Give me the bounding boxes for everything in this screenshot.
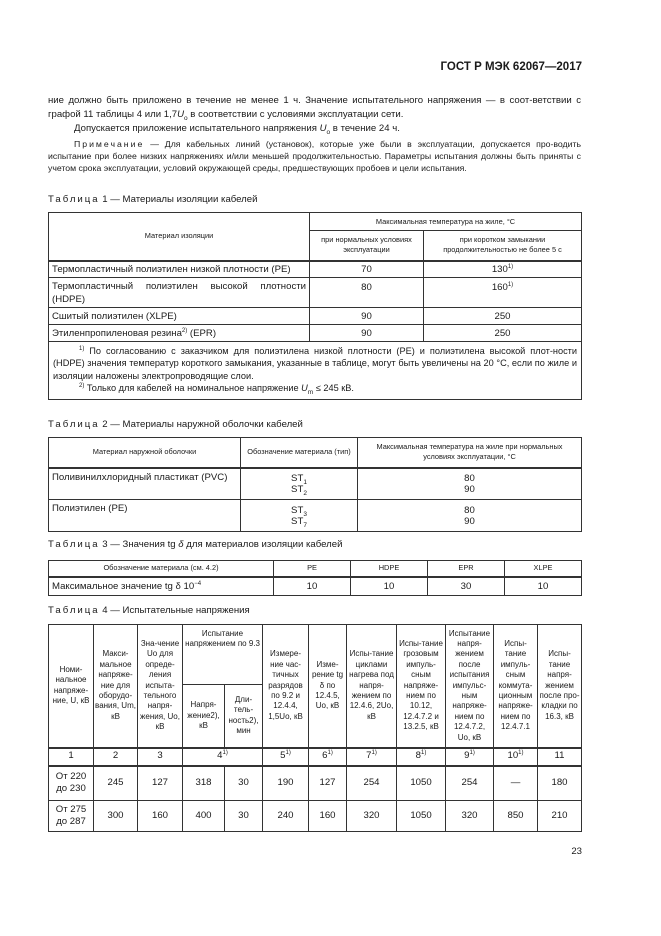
t4-header-4: Испытание напряжением по 9.3 (183, 625, 263, 685)
t4-header-7: Испы-тание циклами нагрева под напря-жением по 12.4.6, 2Uo, кВ (347, 625, 397, 748)
table-row: От 275 до 287 300 160 400 30 240 160 320 1050 320 850 210 (49, 801, 582, 832)
t1-header-maxtemp: Максимальная температура на жиле, °С (310, 213, 582, 231)
table-row: Этиленпропиленовая резина$^{2)}$ (EPR) 90 250 (49, 325, 582, 342)
t4-header-8: Испы-тание грозовым импуль-сным напряже-нием по 10.12, 12.4.7.2 и 13.2.5, кВ (397, 625, 446, 748)
table-row: От 220 до 230 245 127 318 30 190 127 254 1050 254 — 180 (49, 766, 582, 801)
t2-header-material: Материал наружной оболочки (49, 438, 241, 468)
table1-title: Таблица 1 — Материалы изоляции кабелей (48, 194, 258, 205)
table-row: Термопластичный полиэтилен низкой плотности (РЕ) 70 130$^{1)}$ (49, 261, 582, 278)
document-header: ГОСТ Р МЭК 62067—2017 (440, 61, 582, 73)
t4-header-4b: Дли-тель-ность2), мин (225, 685, 263, 748)
table2-title: Таблица 2 — Материалы наружной оболочки кабелей (48, 419, 303, 430)
table3: Обозначение материала (см. 4.2) РЕ HDPE EPR XLPE Максимальное значение tg δ $10^{-4}$ 10 10 30 10 (48, 560, 582, 596)
t3-header-code: Обозначение материала (см. 4.2) (49, 561, 274, 577)
t1-footnote-2: $^{2)}$ Только для кабелей на номинальное напряжение $U_m \le 245$ кВ. (79, 383, 354, 397)
table4 (48, 624, 582, 832)
page-number: 23 (571, 846, 582, 857)
table-row: Максимальное значение tg δ $10^{-4}$ 10 10 30 10 (49, 577, 582, 596)
t1-header-material: Материал изоляции (49, 213, 310, 261)
table-row: Термопластичный полиэтилен высокой плотности (HDPE) 80 160$^{1)}$ (49, 278, 582, 308)
t4-header-10: Испы-тание импуль-сным коммута-ционным напряже-нием по 12.4.7.1 (494, 625, 538, 748)
t4-header-1: Номи-нальное напряже-ние, U, кВ (49, 625, 94, 748)
t4-header-3: Зна-чение Uo для опреде-ления испыта-тельного напря-жения, Uo, кВ (138, 625, 183, 748)
column-number-row: 1 2 3 4$^{1)}$ 5$^{1)}$ 6$^{1)}$ 7$^{1)}$ 8$^{1)}$ 9$^{1)}$ 10$^{1)}$ 11 (49, 748, 582, 766)
t2-header-temp: Максимальная температура на жиле при нормальных условиях эксплуатации, °С (358, 438, 582, 468)
t4-header-9: Испытание напря-жением после испытания импульс-ным напряже-нием по 12.4.7.2, Uo, кВ (446, 625, 494, 748)
table3-title: Таблица 3 — Значения tg δ для материалов изоляции кабелей (48, 539, 343, 550)
table2 (48, 437, 582, 532)
table-row: Сшитый полиэтилен (XLPE) 90 250 (49, 308, 582, 325)
t4-header-6: Изме-рение tg δ по 12.4.5, Uo, кВ (309, 625, 347, 748)
t1-header-normal: при нормальных условиях эксплуатации (310, 231, 424, 261)
t4-header-5: Измере-ние час-тичных разрядов по 9.2 и 12.4.4, 1,5Uo, кВ (263, 625, 309, 748)
t2-header-code: Обозначение материала (тип) (241, 438, 358, 468)
t4-header-11: Испы-тание напря-жением после про-кладки по 16.3, кВ (538, 625, 582, 748)
intro-note: Примечание — Для кабельных линий (установок), которые уже были в эксплуатации, допускается про-водить испытание при более низких напряжениях и/или меньшей продолжительностью. Параметры испытания должны быть приняты с учетом срока эксплуатации, условий окружающей среды, предшествующих пробоев и цели испытания. (48, 139, 581, 173)
intro-paragraph-1: ние должно быть приложено в течение не менее 1 ч. Значение испытательного напряжения — в соот-ветствии с графой 11 таблицы 4 или $1,7U_o$ в соответствии с условиями эксплуатации сети. (48, 95, 581, 122)
table1 (48, 212, 582, 400)
t4-header-2: Макси-мальное напряже-ние для оборудо-вания, Um, кВ (94, 625, 138, 748)
table-row: Поливинилхлоридный пластикат (PVC) $ST_1$ $ST_2$ 80 90 (49, 468, 582, 500)
t4-header-4a: Напря-жение2), кВ (183, 685, 225, 748)
t1-footnote-1: $^{1)}$ По согласованию с заказчиком для полиэтилена низкой плотности (РЕ) и полиэтилена высокой плот-ности (HDPE) значения температур короткого замыкания, указанные в таблице, могут быть увеличены на 20 °С, если по жиле и изоляции наложены электропроводящие слои. (53, 345, 577, 381)
table-row: Полиэтилен (РЕ) $ST_3$ $ST_7$ 80 90 (49, 500, 582, 532)
intro-paragraph-2: Допускается приложение испытательного напряжения $U_o$ в течение 24 ч. (74, 123, 400, 136)
table4-title: Таблица 4 — Испытательные напряжения (48, 605, 250, 616)
t1-header-short: при коротком замыкании продолжительностью не более 5 с (424, 231, 582, 261)
